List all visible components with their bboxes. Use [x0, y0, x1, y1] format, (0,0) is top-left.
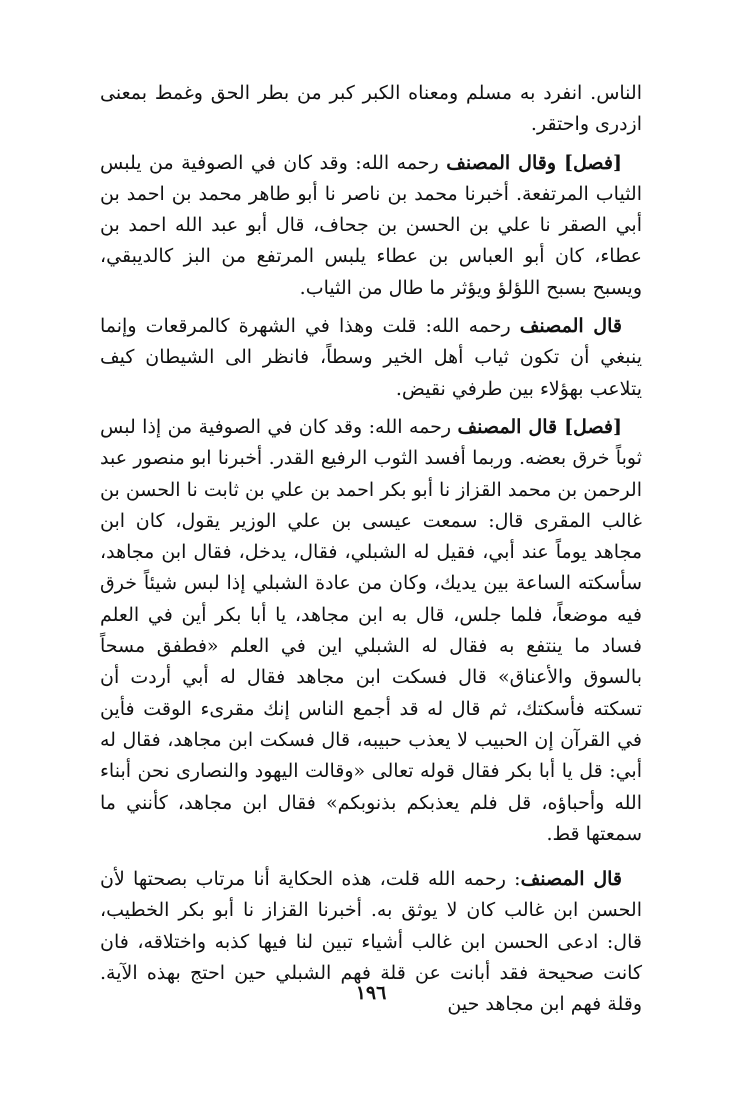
paragraph-section-expensive-clothes [100, 148, 642, 304]
section-label: [فصل] وقال المصنف [446, 151, 622, 174]
paragraph-text: : رحمه الله قلت، هذه الحكاية أنا مرتاب بصحتها لأن الحسن ابن غالب كان لا يوثق به. أخبرنا القزاز نا أبو بكر الخطيب، قال: ادعى الحسن ابن غالب أشياء تبين لنا فيها كذبه واختلاقه، فان كانت صحيحة فقد أبانت عن قلة فهم الشبلي حين احتج بهذه الآية. وقلة فهم ابن مجاهد حين [100, 868, 642, 1016]
paragraph-text: رحمه الله: وقد كان في الصوفية من يلبس الثياب المرتفعة. أخبرنا محمد بن ناصر نا أبو طاهر محمد بن احمد بن أبي الصقر نا علي بن الحسن بن جحاف، قال أبو عبد الله احمد بن عطاء، كان أبو العباس بن عطاء يلبس المرتفع من البز كالديبقي، ويسبح بسبح اللؤلؤ ويؤثر ما طال من الثياب. [100, 151, 642, 299]
author-label: قال المصنف [519, 315, 622, 338]
author-label: قال المصنف [520, 868, 622, 891]
paragraph-continuation [100, 78, 642, 141]
paragraph-author-comment [100, 311, 642, 405]
section-label: [فصل] قال المصنف [457, 415, 622, 438]
paragraph-text: الناس. انفرد به مسلم ومعناه الكبر كبر من بطر الحق وغمط بمعنى ازدرى واحتقر. [100, 82, 642, 136]
paragraph-text: رحمه الله: قلت وهذا في الشهرة كالمرقعات وإنما ينبغي أن تكون ثياب أهل الخير وسطاً، فانظر الى الشيطان كيف يتلاعب بهؤلاء بين طرفي نقيض. [100, 315, 642, 400]
book-page-text [100, 78, 642, 1021]
page-number: ١٩٦ [355, 982, 387, 1004]
paragraph-section-tearing-clothes [100, 412, 642, 850]
paragraph-text: رحمه الله: وقد كان في الصوفية من إذا لبس ثوباً خرق بعضه. وربما أفسد الثوب الرفيع القدر. أخبرنا ابو منصور عبد الرحمن بن محمد القزاز نا أبو بكر احمد بن علي بن ثابت نا الحسن بن غالب المقرى قال: سمعت عيسى بن علي الوزير يقول، كان ابن مجاهد يوماً عند أبي، فقيل له الشبلي، فقال، يدخل، فقال ابن مجاهد، سأسكته الساعة بين يديك، وكان من عادة الشبلي إذا لبس شيئاً خرق فيه موضعاً، فلما جلس، قال به ابن مجاهد، يا أبا بكر أين في العلم فساد ما ينتفع به فقال له الشبلي اين في العلم «فطفق مسحاً بالسوق والأعناق» قال فسكت ابن مجاهد فقال له أبي أردت أن تسكته فأسكتك، ثم قال له قد أجمع الناس إنك مقرىء الوقت فأين في القرآن إن الحبيب لا يعذب حبيبه، قال فسكت ابن مجاهد، فقال له أبي: قل يا أبا بكر فقال قوله تعالى «وقالت اليهود والنصارى نحن أبناء الله وأحباؤه، قل فلم يعذبكم بذنوبكم» فقال ابن مجاهد، كأنني ما سمعتها قط. [100, 415, 642, 845]
